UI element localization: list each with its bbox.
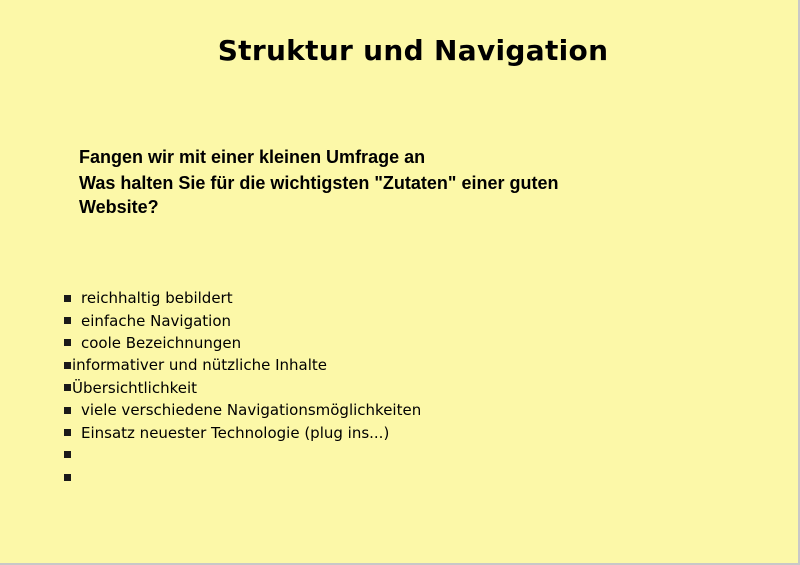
list-item (64, 309, 421, 331)
list-item-label: einfache Navigation (81, 311, 232, 330)
list-item (64, 466, 421, 488)
list-item (64, 421, 421, 443)
bullet-list (64, 287, 421, 489)
square-bullet-icon (64, 339, 71, 346)
list-item-label: viele verschiedene Navigationsmöglichkeiten (81, 401, 422, 420)
list-item-label: coole Bezeichnungen (81, 333, 242, 352)
list-item (64, 332, 421, 354)
intro-line-1: Fangen wir mit einer kleinen Umfrage an (79, 147, 426, 167)
intro-text (79, 144, 639, 219)
intro-line-2: Was halten Sie für die wichtigsten "Zutaten" einer guten Website? (79, 173, 559, 217)
list-item (64, 399, 421, 421)
list-item (64, 354, 421, 376)
square-bullet-icon (64, 407, 71, 414)
square-bullet-icon (64, 317, 71, 324)
list-item (64, 377, 421, 399)
list-item-label: Übersichtlichkeit (72, 378, 198, 397)
list-item-label: Einsatz neuester Technologie (plug ins...) (81, 423, 390, 442)
square-bullet-icon (64, 429, 71, 436)
square-bullet-icon (64, 362, 71, 369)
list-item-label: reichhaltig bebildert (81, 289, 233, 308)
square-bullet-icon (64, 295, 71, 302)
square-bullet-icon (64, 474, 71, 481)
list-item-label: informativer und nützliche Inhalte (72, 356, 327, 375)
list-item (64, 444, 421, 466)
slide-title: Struktur und Navigation (217, 34, 609, 67)
list-item (64, 287, 421, 309)
square-bullet-icon (64, 451, 71, 458)
square-bullet-icon (64, 384, 71, 391)
